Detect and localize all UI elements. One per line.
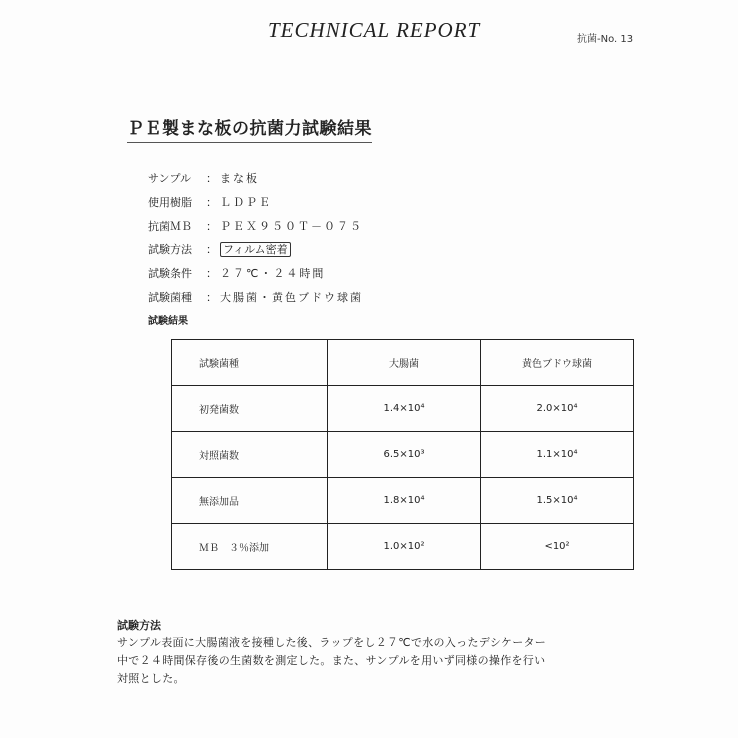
table-row xyxy=(172,478,634,524)
method-heading: 試験方法 xyxy=(117,619,161,632)
spec-separator: ： xyxy=(206,291,217,304)
table-cell: <10² xyxy=(481,524,634,570)
spec-separator: ： xyxy=(206,172,217,185)
method-text-line: サンプル表面に大腸菌液を接種した後、ラップをし２７℃で水の入ったデシケーター xyxy=(117,636,547,649)
spec-separator: ： xyxy=(206,220,217,233)
table-row xyxy=(172,524,634,570)
spec-label: サンプル xyxy=(148,172,192,185)
table-row xyxy=(172,386,634,432)
table-cell: 大腸菌 xyxy=(328,340,481,386)
spec-value: ＬＤＰＥ xyxy=(220,196,272,209)
table-cell: 2.0×10⁴ xyxy=(481,386,634,432)
table-cell: ＭＢ ３％添加 xyxy=(172,524,328,570)
table-cell: 1.8×10⁴ xyxy=(328,478,481,524)
table-cell: 1.5×10⁴ xyxy=(481,478,634,524)
spec-label: 試験条件 xyxy=(148,267,192,280)
table-cell: 1.1×10⁴ xyxy=(481,432,634,478)
table-row xyxy=(172,432,634,478)
spec-value: ＰＥＸ９５０Ｔ－０７５ xyxy=(220,220,363,233)
document-number: 抗菌-No. 13 xyxy=(577,34,634,45)
spec-row-masterbatch xyxy=(148,218,363,234)
table-cell: 無添加品 xyxy=(172,478,328,524)
spec-separator: ： xyxy=(206,267,217,280)
spec-label: 使用樹脂 xyxy=(148,196,192,209)
table-cell: 対照菌数 xyxy=(172,432,328,478)
table-cell: 黄色ブドウ球菌 xyxy=(481,340,634,386)
table-cell: 1.4×10⁴ xyxy=(328,386,481,432)
table-cell: 試験菌種 xyxy=(172,340,328,386)
spec-value: ２７℃・２４時間 xyxy=(220,267,326,280)
method-text-line: 対照とした。 xyxy=(117,672,185,685)
spec-label: 抗菌ＭＢ xyxy=(148,220,192,233)
spec-value: まな板 xyxy=(220,172,259,185)
spec-row-test-bacteria xyxy=(148,289,363,305)
spec-value: 大腸菌・黄色ブドウ球菌 xyxy=(220,291,363,304)
spec-row-test-conditions xyxy=(148,265,325,281)
spec-label: 試験方法 xyxy=(148,243,192,256)
table-header-row xyxy=(172,340,634,386)
spec-separator: ： xyxy=(206,243,217,256)
spec-value: フィルム密着 xyxy=(220,242,291,257)
spec-label: 試験菌種 xyxy=(148,291,192,304)
spec-row-resin xyxy=(148,194,272,210)
spec-separator: ： xyxy=(206,196,217,209)
results-label: 試験結果 xyxy=(148,316,188,327)
method-text-line: 中で２４時間保存後の生菌数を測定した。また、サンプルを用いず同様の操作を行い xyxy=(117,654,546,667)
results-table xyxy=(171,339,634,570)
table-cell: 初発菌数 xyxy=(172,386,328,432)
table-cell: 6.5×10³ xyxy=(328,432,481,478)
table-cell: 1.0×10² xyxy=(328,524,481,570)
report-title: ＰＥ製まな板の抗菌力試験結果 xyxy=(127,114,372,143)
spec-row-sample xyxy=(148,170,259,186)
report-header-title: TECHNICAL REPORT xyxy=(268,18,481,42)
spec-row-test-method xyxy=(148,241,291,257)
